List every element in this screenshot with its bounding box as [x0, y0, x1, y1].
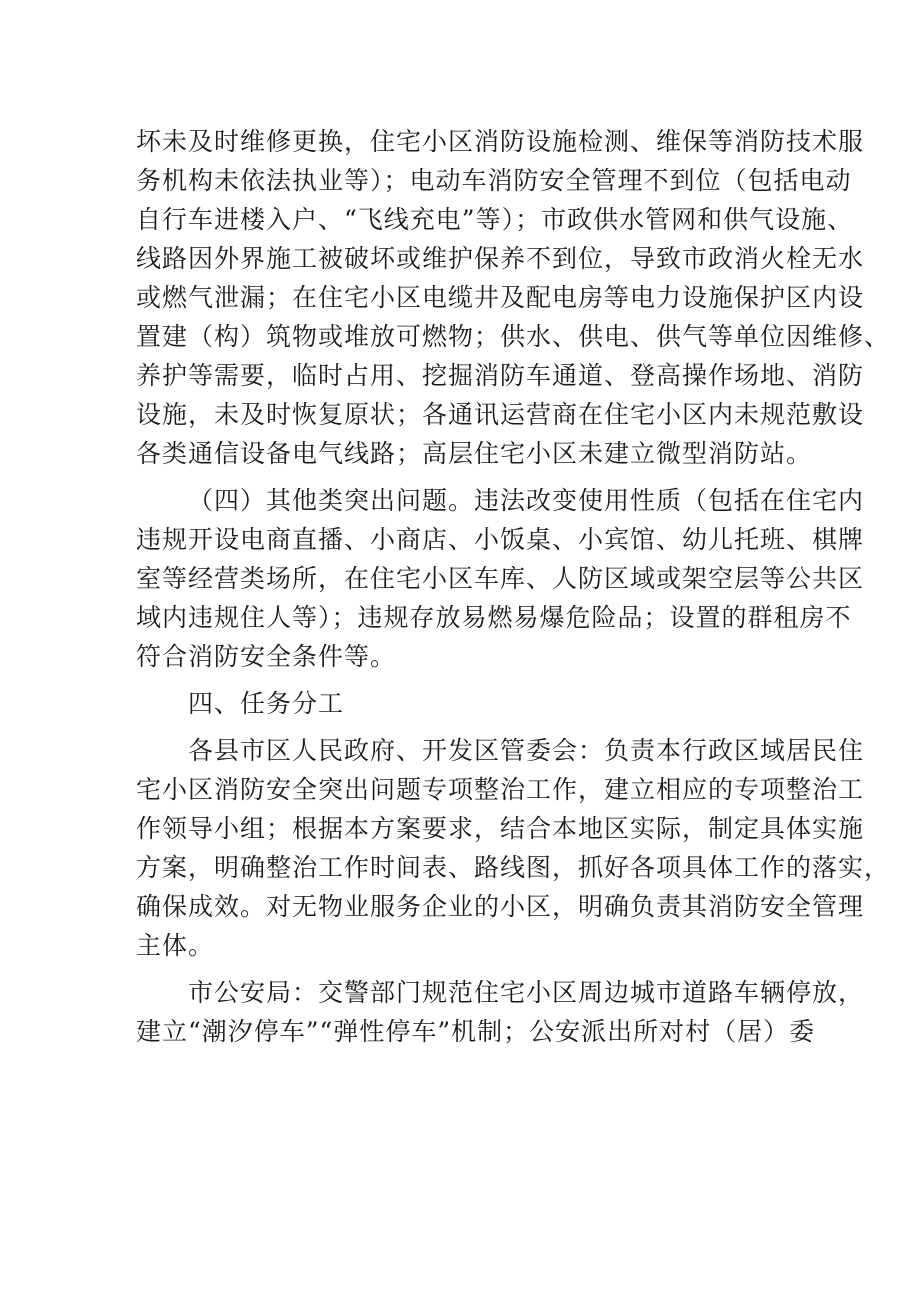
text-line: 宅小区消防安全突出问题专项整治工作，建立相应的专项整治工 [136, 775, 865, 804]
paragraph-first-line: 市公安局：交警部门规范住宅小区周边城市道路车辆停放， [188, 978, 865, 1007]
text-line: 符合消防安全条件等。 [136, 642, 397, 671]
document-body [136, 122, 891, 1051]
text-line: 建立“潮汐停车”“弹性停车”机制；公安派出所对村（居）委 [136, 1017, 816, 1046]
paragraph-first-line: 各县市区人民政府、开发区管委会：负责本行政区域居民住 [188, 736, 865, 765]
text-line: 务机构未依法执业等）；电动车消防安全管理不到位（包括电动 [136, 166, 852, 195]
text-line: 设施，未及时恢复原状；各通讯运营商在住宅小区内未规范敷设 [136, 400, 865, 429]
text-line: 线路因外界施工被破坏或维护保养不到位，导致市政消火栓无水 [136, 244, 865, 273]
text-line: 坏未及时维修更换，住宅小区消防设施检测、维保等消防技术服 [136, 127, 865, 156]
subsection-heading-line: （四）其他类突出问题。违法改变使用性质（包括在住宅内 [188, 486, 865, 515]
text-line: 作领导小组；根据本方案要求，结合本地区实际，制定具体实施 [136, 814, 865, 843]
text-line: 违规开设电商直播、小商店、小饭桌、小宾馆、幼儿托班、棋牌 [136, 525, 865, 554]
text-line: 或燃气泄漏；在住宅小区电缆井及配电房等电力设施保护区内设 [136, 283, 865, 312]
text-line: 养护等需要，临时占用、挖掘消防车通道、登高操作场地、消防 [136, 361, 865, 390]
text-line: 各类通信设备电气线路；高层住宅小区未建立微型消防站。 [136, 439, 813, 468]
text-line: 置建（构）筑物或堆放可燃物；供水、供电、供气等单位因维修、 [136, 322, 891, 351]
text-line: 确保成效。对无物业服务企业的小区，明确负责其消防安全管理 [136, 892, 865, 921]
text-line: 域内违规住人等）；违规存放易燃易爆危险品；设置的群租房不 [136, 603, 852, 632]
text-line: 室等经营类场所，在住宅小区车库、人防区域或架空层等公共区 [136, 564, 865, 593]
text-line: 自行车进楼入户、“飞线充电”等）；市政供水管网和供气设施、 [136, 205, 854, 234]
section-heading: 四、任务分工 [188, 689, 345, 718]
text-line: 方案，明确整治工作时间表、路线图，抓好各项具体工作的落实， [136, 853, 891, 882]
text-line: 主体。 [136, 931, 215, 960]
